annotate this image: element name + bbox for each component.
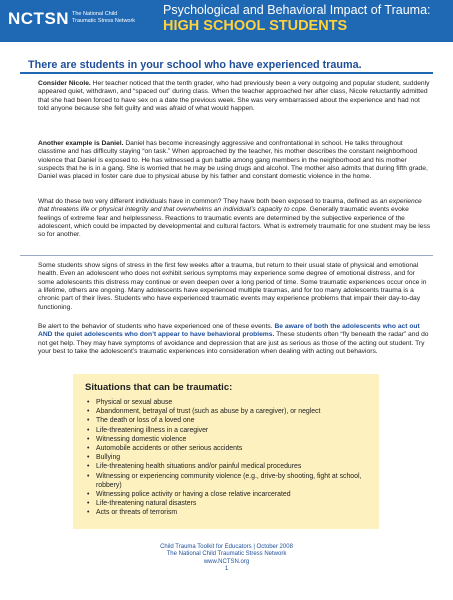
header-subtitle: HIGH SCHOOL STUDENTS: [163, 18, 348, 34]
paragraph-lead: Consider Nicole.: [38, 80, 91, 87]
paragraph-be-alert: [38, 323, 431, 356]
footer-network: The National Child Traumatic Stress Network: [166, 551, 287, 558]
paragraph-text: Daniel has become increasingly aggressive and confrontational in school. He talks throughout classtime and has difficulty staying “on task.” When approached by the teacher, his mother describes the constant neighborhood violence that Daniel is exposed to. He has witnessed a gun battle among gang members in the neighborhood and his mother suspects that he is in a gang. She is worried that he may be using drugs and alcohol. The mother also admits that during fifth grade, Daniel was placed in foster care due to physical abuse by his father and constant domestic violence in the home.: [38, 140, 428, 181]
paragraph-daniel: [38, 140, 431, 182]
trauma-definition: an experience that threatens life or physical integrity and that overwhelms an individual’s capacity to cope.: [38, 198, 422, 214]
paragraph-text: These students often “fly beneath the radar” and do not get help. They may have symptoms of avoidance and depression that are just as serious as those of the acting out student. Try your best to take the adolescent’s traumatic experiences into consideration when dealing with acting out behaviors.: [38, 331, 429, 356]
header-title: Psychological and Behavioral Impact of Trauma:: [163, 3, 431, 17]
footer-toolkit: Child Trauma Toolkit for Educators | October 2008: [160, 544, 293, 550]
paragraph-text: Generally traumatic events evoke feelings of extreme fear and helplessness. Reactions to traumatic events are determined by the subjective experience of the adolescent, which could be impacted by developmental and cultural factors. What is extremely traumatic for one student may be less so for another.: [38, 206, 431, 239]
section-divider: [20, 255, 433, 256]
list-item: • Life-threatening illness in a caregiver: [87, 426, 372, 435]
logo-subtitle-line-1: The National Child: [72, 11, 118, 17]
paragraph-lead: Another example is Daniel.: [38, 140, 124, 147]
paragraph-text: Be alert to the behavior of students who have experienced one of these events.: [38, 323, 275, 330]
section-heading: There are students in your school who have experienced trauma.: [28, 59, 362, 71]
traumatic-situations-box: [73, 374, 379, 529]
page-footer: [0, 544, 453, 573]
list-item: • Witnessing or experiencing community violence (e.g., drive-by shooting, fight at school, robbery): [87, 472, 372, 490]
list-item: • Life-threatening health situations and/or painful medical procedures: [87, 462, 372, 471]
list-item: • Witnessing police activity or having a close relative incarcerated: [87, 490, 372, 499]
paragraph-text: Her teacher noticed that the tenth grader, who had previously been a very outgoing and popular student, suddenly appeared quiet, withdrawn, and “spaced out” during class. When the teacher approached her after class, Nicole reluctantly admitted that she had been forced to have sex on a date the previous week. She was very embarrassed about the experience and had not told anyone because she felt guilty and was afraid of what would happen.: [38, 80, 430, 113]
logo-subtitle-line-2: Traumatic Stress Network: [72, 17, 136, 24]
logo-subtitle: [72, 11, 136, 24]
list-item: • Witnessing domestic violence: [87, 435, 372, 444]
list-item: • Bullying: [87, 453, 372, 462]
list-item: • Acts or threats of terrorism: [87, 508, 372, 517]
list-item: • Abandonment, betrayal of trust (such as abuse by a caregiver), or neglect: [87, 407, 372, 416]
list-item: • The death or loss of a loved one: [87, 416, 372, 425]
paragraph-nicole: [38, 80, 431, 113]
traumatic-situations-list: [87, 398, 372, 518]
paragraph-text: Some students show signs of stress in the first few weeks after a trauma, but return to their usual state of physical and emotional health. Even an adolescent who does not exhibit serious symptoms may experience some degree of emotional distress, and for some adolescents this distress may continue or even deepen over a long period of time. Some traumatic experiences occur once in a lifetime, others are ongoing. Many adolescents have experienced multiple traumas, and for too many adolescents trauma is a chronic part of their lives. Students who have experienced traumatic events may experience problems that impair their day-to-day functioning.: [38, 262, 427, 311]
footer-website: www.NCTSN.org: [203, 558, 250, 565]
box-title: Situations that can be traumatic:: [85, 382, 233, 393]
paragraph-stress-signs: [38, 262, 431, 312]
page-header: [0, 0, 453, 42]
nctsn-logo: NCTSN: [8, 9, 70, 28]
list-item: • Physical or sexual abuse: [87, 398, 372, 407]
paragraph-text: What do these two very different individuals have in common? They have both been exposed to trauma, defined as: [38, 198, 380, 205]
emphasis-text: Be aware of both the adolescents who act out AND the quiet adolescents who don’t appear to have behavioral problems.: [38, 323, 420, 339]
list-item: • Automobile accidents or other serious accidents: [87, 444, 372, 453]
page-number: 1: [224, 565, 229, 572]
paragraph-trauma-definition: [38, 198, 431, 240]
list-item: • Life-threatening natural disasters: [87, 499, 372, 508]
heading-divider: [20, 72, 433, 74]
